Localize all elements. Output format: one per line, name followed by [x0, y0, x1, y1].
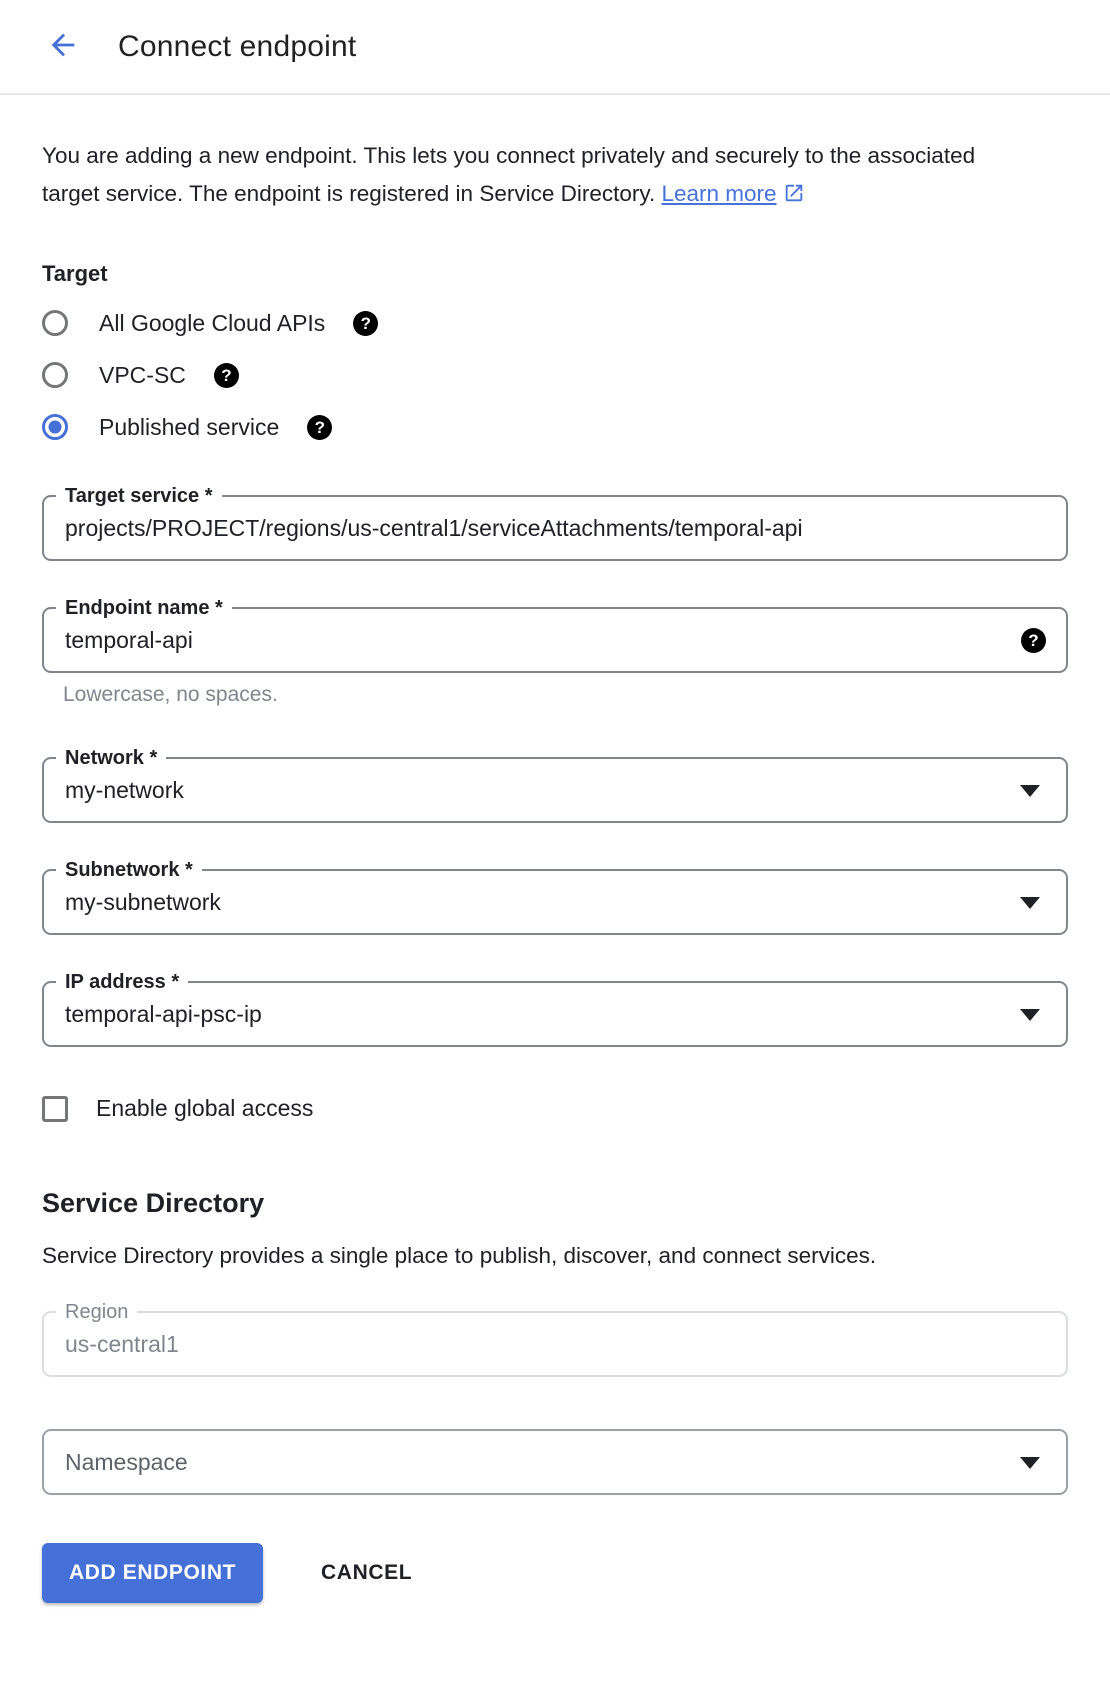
add-endpoint-button[interactable]: ADD ENDPOINT [42, 1543, 263, 1603]
region-label: Region [56, 1299, 137, 1325]
namespace-placeholder: Namespace [65, 1448, 188, 1475]
radio-selected-icon[interactable] [42, 414, 68, 440]
help-icon[interactable]: ? [307, 415, 332, 440]
endpoint-name-helper: Lowercase, no spaces. [63, 683, 278, 706]
page-header [0, 0, 1110, 95]
subnetwork-select[interactable] [42, 859, 1068, 935]
region-value: us-central1 [65, 1330, 179, 1357]
page-title: Connect endpoint [118, 29, 357, 63]
target-radio-group [42, 297, 1068, 453]
chevron-down-icon[interactable] [1020, 1457, 1040, 1469]
open-in-new-icon [777, 181, 805, 206]
ip-address-value: temporal-api-psc-ip [65, 1000, 262, 1027]
intro-text: You are adding a new endpoint. This lets you connect privately and securely to the associated target service. The endpoint is registered in Service Directory. Learn more [42, 143, 976, 206]
target-service-value: projects/PROJECT/regions/us-central1/serviceAttachments/temporal-api [65, 514, 803, 541]
chevron-down-icon[interactable] [1020, 785, 1040, 797]
target-service-field[interactable] [42, 485, 1068, 561]
namespace-select[interactable] [42, 1429, 1068, 1495]
network-select[interactable] [42, 747, 1068, 823]
target-service-label: Target service * [56, 483, 222, 509]
target-section-label: Target [42, 261, 108, 286]
cancel-button[interactable]: CANCEL [315, 1551, 418, 1595]
chevron-down-icon[interactable] [1020, 1009, 1040, 1021]
ip-address-select[interactable] [42, 971, 1068, 1047]
learn-more-link[interactable]: Learn more [661, 181, 777, 206]
enable-global-access-option[interactable] [42, 1095, 1068, 1122]
subnetwork-label: Subnetwork * [56, 857, 202, 883]
help-icon[interactable]: ? [353, 311, 378, 336]
arrow-back-icon [46, 28, 80, 65]
help-icon[interactable]: ? [214, 363, 239, 388]
back-button[interactable] [40, 24, 86, 70]
service-directory-heading: Service Directory [42, 1188, 265, 1218]
checkbox-unchecked-icon[interactable] [42, 1096, 68, 1122]
subnetwork-value: my-subnetwork [65, 888, 221, 915]
endpoint-name-field[interactable] [42, 597, 1068, 673]
endpoint-name-value: temporal-api [65, 626, 193, 653]
region-field-disabled [42, 1301, 1068, 1377]
network-label: Network * [56, 745, 166, 771]
enable-global-access-label: Enable global access [96, 1095, 314, 1121]
network-value: my-network [65, 776, 184, 803]
radio-option-all-google-cloud-apis[interactable]: All Google Cloud APIs ? [42, 297, 1068, 349]
radio-unselected-icon[interactable] [42, 310, 68, 336]
radio-unselected-icon[interactable] [42, 362, 68, 388]
help-icon[interactable]: ? [1021, 628, 1046, 653]
radio-option-published-service[interactable]: Published service ? [42, 401, 1068, 453]
ip-address-label: IP address * [56, 969, 188, 995]
chevron-down-icon[interactable] [1020, 897, 1040, 909]
form-content [0, 137, 1110, 1603]
endpoint-name-label: Endpoint name * [56, 595, 232, 621]
radio-option-vpc-sc[interactable]: VPC-SC ? [42, 349, 1068, 401]
form-actions [42, 1543, 1068, 1603]
service-directory-description: Service Directory provides a single place to publish, discover, and connect services. [42, 1243, 877, 1268]
